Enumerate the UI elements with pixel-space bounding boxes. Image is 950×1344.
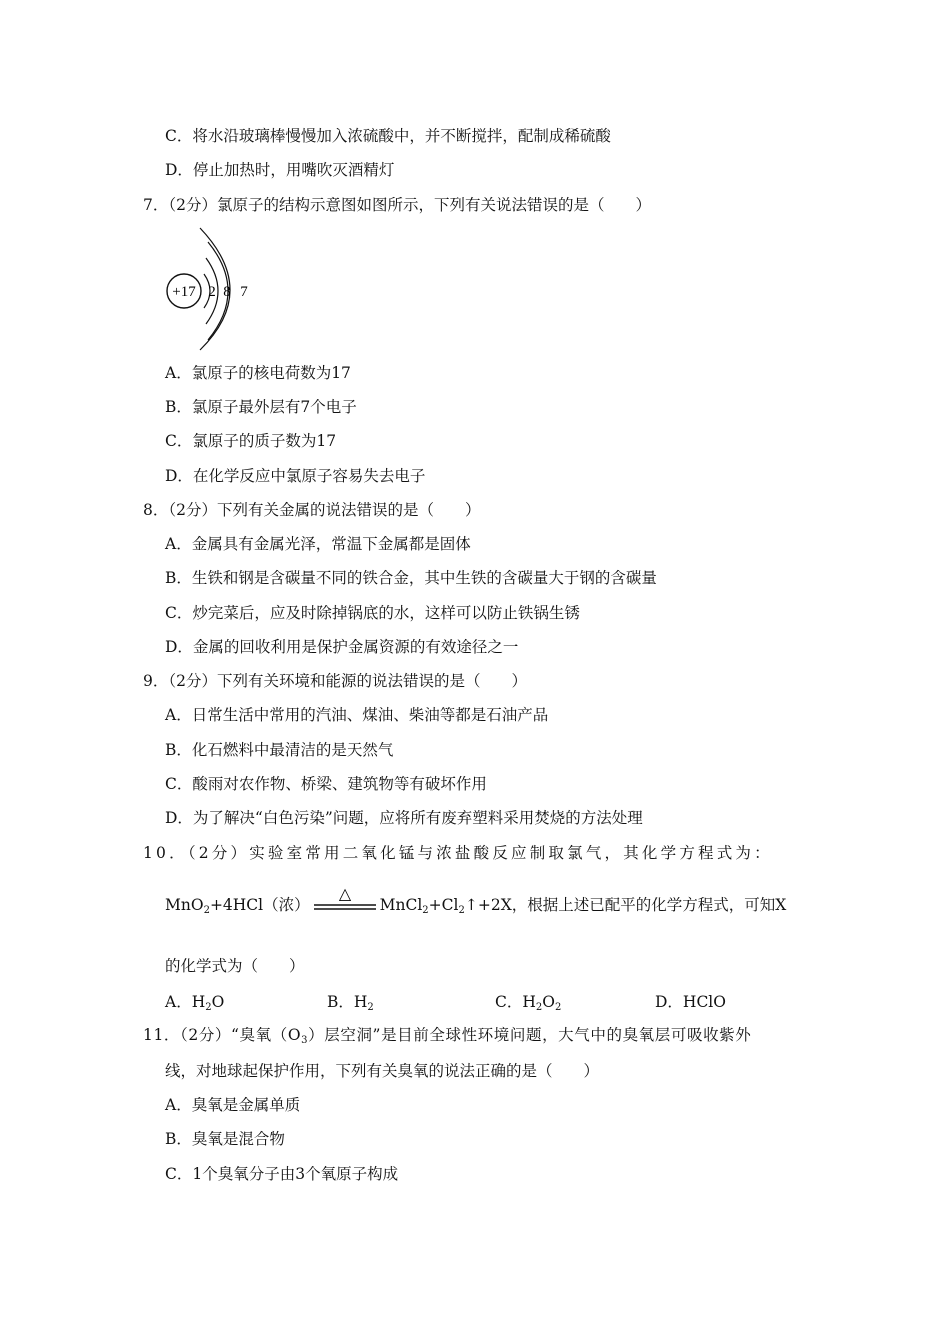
reaction-arrow-heat: [312, 884, 378, 917]
q11-option-b: B．臭氧是混合物: [165, 1130, 285, 1148]
q7-option-c: C．氯原子的质子数为17: [165, 432, 337, 450]
q10-option-d: D．HClO: [655, 993, 726, 1011]
q10-stem-continued: 的化学式为（ ）: [165, 957, 305, 975]
shell-electrons-2: 8: [223, 284, 231, 300]
q9-option-a: A．日常生活中常用的汽油、煤油、柴油等都是石油产品: [165, 706, 549, 724]
q6-option-c: C．将水沿玻璃棒慢慢加入浓硫酸中，并不断搅拌，配制成稀硫酸: [165, 127, 611, 145]
q9-stem: 9．（2分）下列有关环境和能源的说法错误的是（ ）: [143, 672, 527, 690]
q7-stem: 7．（2分）氯原子的结构示意图如图所示，下列有关说法错误的是（ ）: [143, 196, 651, 214]
q9-option-b: B．化石燃料中最清洁的是天然气: [165, 741, 394, 759]
q6-option-d: D．停止加热时，用嘴吹灭酒精灯: [165, 161, 395, 179]
q10-option-c: C．$H_2O_2$: [495, 993, 562, 1013]
q11-option-c: C．1个臭氧分子由3个氧原子构成: [165, 1165, 399, 1183]
q11-stem-continued: 线，对地球起保护作用，下列有关臭氧的说法正确的是（ ）: [165, 1062, 600, 1080]
q7-option-d: D．在化学反应中氯原子容易失去电子: [165, 467, 426, 485]
q8-stem: 8．（2分）下列有关金属的说法错误的是（ ）: [143, 501, 481, 519]
chlorine-atom-diagram: [160, 222, 270, 352]
q11-option-a: A．臭氧是金属单质: [165, 1096, 301, 1114]
q8-option-a: A．金属具有金属光泽，常温下金属都是固体: [165, 535, 471, 553]
q8-option-c: C．炒完菜后，应及时除掉锅底的水，这样可以防止铁锅生锈: [165, 604, 580, 622]
shell-electrons-3: 7: [240, 284, 248, 300]
q8-option-d: D．金属的回收利用是保护金属资源的有效途径之一: [165, 638, 519, 656]
q10-options-row: [165, 990, 805, 1013]
q10-equation: MnO$_2$+4HCl（浓） △ $MnCl_2+Cl_2↑+2X$，根据上述已配平的化学方程式，可知X: [165, 884, 787, 916]
q9-option-d: D．为了解决“白色污染”问题，应将所有废弃塑料采用焚烧的方法处理: [165, 809, 643, 827]
nucleus-charge: +17: [172, 284, 196, 300]
q10-stem: 10．（2分）实验室常用二氧化锰与浓盐酸反应制取氯气，其化学方程式为：: [143, 844, 773, 862]
heat-condition-symbol: △: [338, 884, 351, 903]
q9-option-c: C．酸雨对农作物、桥梁、建筑物等有破坏作用: [165, 775, 487, 793]
q7-option-b: B．氯原子最外层有7个电子: [165, 398, 357, 416]
q7-option-a: A．氯原子的核电荷数为17: [165, 364, 351, 382]
q8-option-b: B．生铁和钢是含碳量不同的铁合金，其中生铁的含碳量大于钢的含碳量: [165, 569, 657, 587]
shell-electrons-1: 2: [208, 284, 216, 300]
q10-option-b: B．$H_2$: [327, 993, 374, 1013]
q11-stem: 11．（2分）“臭氧$(O_3)$层空洞”是目前全球性环境问题，大气中的臭氧层可吸收紫外: [143, 1026, 752, 1046]
q10-option-a: A．$H_2O$: [165, 993, 225, 1013]
